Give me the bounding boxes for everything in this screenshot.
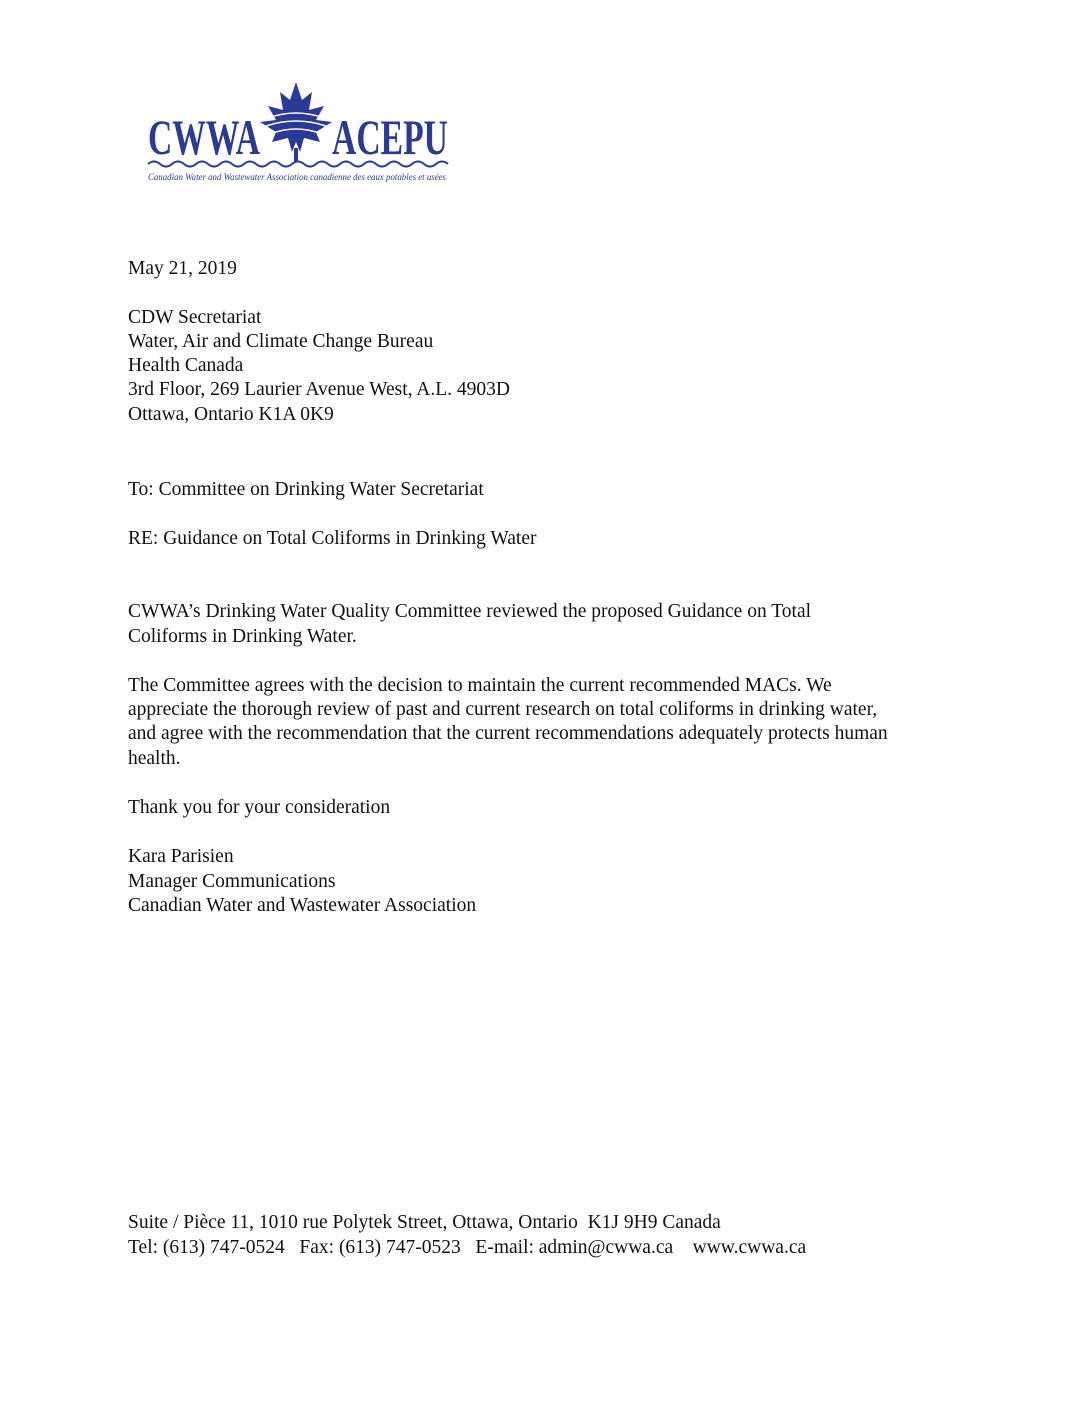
address-line: 3rd Floor, 269 Laurier Avenue West, A.L. 4903D <box>128 379 510 400</box>
address-line: Health Canada <box>128 355 244 376</box>
address-line: Water, Air and Climate Change Bureau <box>128 331 434 352</box>
letter-subject: RE: Guidance on Total Coliforms in Drinking Water <box>128 528 537 549</box>
logo-graphic <box>146 78 452 186</box>
logo-text-right: ACEPU <box>332 109 448 165</box>
paragraph-line: appreciate the thorough review of past and current research on total coliforms in drinking water, <box>128 699 878 720</box>
organization-logo <box>146 78 452 186</box>
footer-address: Suite / Pièce 11, 1010 rue Polytek Street, Ottawa, Ontario K1J 9H9 Canada <box>128 1212 721 1233</box>
paragraph-line: CWWA’s Drinking Water Quality Committee reviewed the proposed Guidance on Total <box>128 601 812 622</box>
address-line: CDW Secretariat <box>128 307 262 328</box>
paragraph-line: Coliforms in Drinking Water. <box>128 626 357 647</box>
address-line: Ottawa, Ontario K1A 0K9 <box>128 404 334 425</box>
paragraph-line: health. <box>128 748 181 769</box>
maple-leaf-water-icon <box>260 82 332 162</box>
letter-to: To: Committee on Drinking Water Secretariat <box>128 479 484 500</box>
signatory-organization: Canadian Water and Wastewater Association <box>128 895 477 916</box>
signatory-title: Manager Communications <box>128 871 336 892</box>
letter-closing: Thank you for your consideration <box>128 797 391 818</box>
logo-text-left: CWWA <box>148 109 260 165</box>
letter-date: May 21, 2019 <box>128 258 237 279</box>
paragraph-line: The Committee agrees with the decision to maintain the current recommended MACs. We <box>128 675 832 696</box>
signatory-name: Kara Parisien <box>128 846 234 867</box>
footer-contact: Tel: (613) 747-0524 Fax: (613) 747-0523 E-mail: admin@cwwa.ca www.cwwa.ca <box>128 1237 807 1258</box>
logo-tagline: Canadian Water and Wastewater Association canadienne des eaux potables et usées <box>148 173 447 183</box>
paragraph-line: and agree with the recommendation that the current recommendations adequately protects human <box>128 723 888 744</box>
